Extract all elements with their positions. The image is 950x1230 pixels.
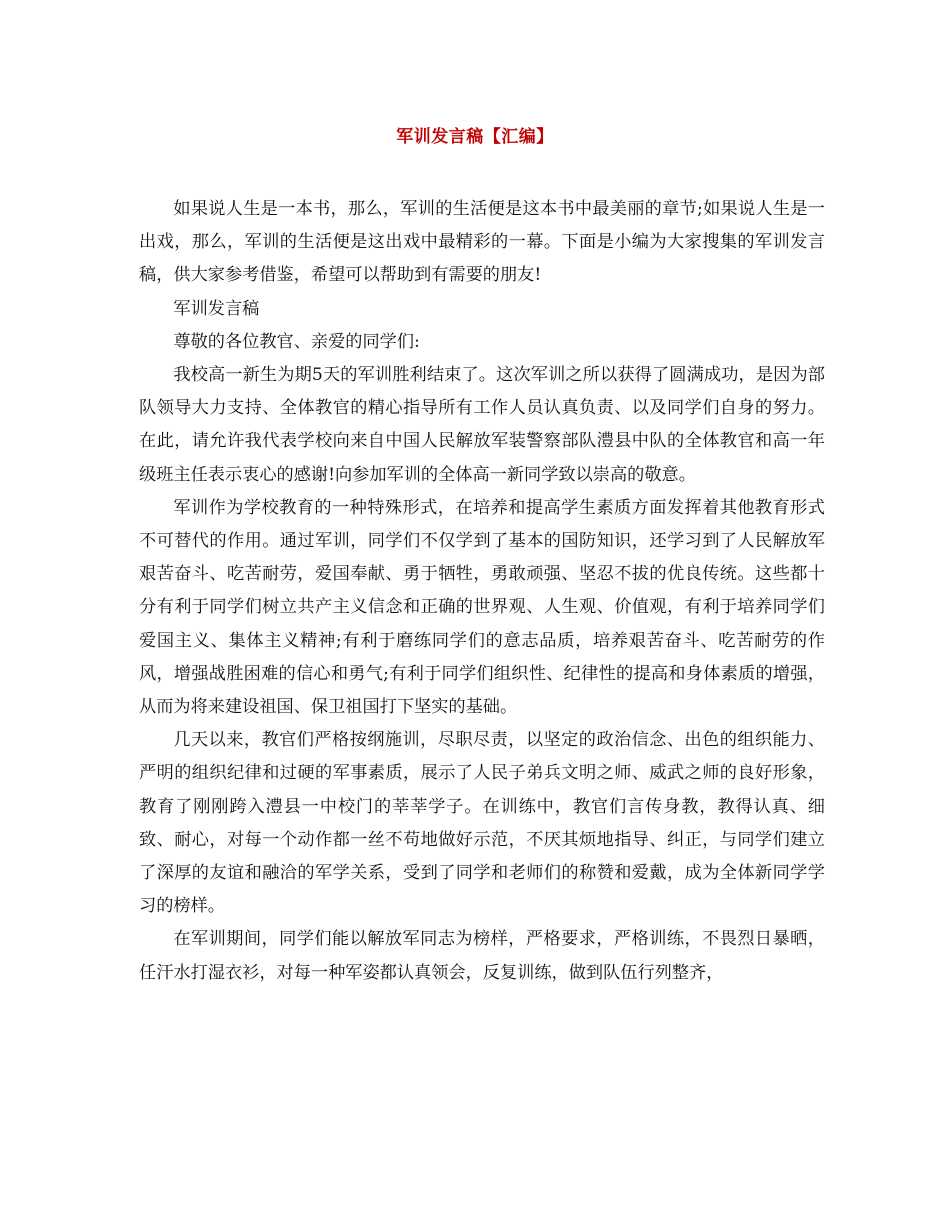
paragraph-body: 我校高一新生为期5天的军训胜利结束了。这次军训之所以获得了圆满成功，是因为部队领导大力支持、全体教官的精心指导所有工作人员认真负责、以及同学们自身的努力。在此，请允许我代表学校向来自中国人民解放军装警察部队澧县中队的全体教官和高一年级班主任表示衷心的感谢!向参加军训的全体高一新同学致以崇高的敬意。 (139, 365, 825, 485)
paragraph-intro: 如果说人生是一本书，那么，军训的生活便是这本书中最美丽的章节;如果说人生是一出戏，那么，军训的生活便是这出戏中最精彩的一幕。下面是小编为大家搜集的军训发言稿，供大家参考借鉴，希望可以帮助到有需要的朋友! (139, 199, 825, 286)
paragraph-body: 几天以来，教官们严格按纲施训，尽职尽责，以坚定的政治信念、出色的组织能力、严明的组织纪律和过硬的军事素质，展示了人民子弟兵文明之师、威武之师的良好形象，教育了刚刚跨入澧县一中校门的莘莘学子。在训练中，教官们言传身教，教得认真、细致、耐心，对每一个动作都一丝不苟地做好示范，不厌其烦地指导、纠正，与同学们建立了深厚的友谊和融洽的军学关系，受到了同学和老师们的称赞和爱戴，成为全体新同学学习的榜样。 (139, 730, 825, 917)
paragraph-salutation: 尊敬的各位教官、亲爱的同学们: (173, 331, 420, 352)
paragraph-body: 军训作为学校教育的一种特殊形式，在培养和提高学生素质方面发挥着其他教育形式不可替代的作用。通过军训，同学们不仅学到了基本的国防知识，还学习到了人民解放军艰苦奋斗、吃苦耐劳，爱国奉献、勇于牺牲，勇敢顽强、坚忍不拔的优良传统。这些都十分有利于同学们树立共产主义信念和正确的世界观、人生观、价值观，有利于培养同学们爱国主义、集体主义精神;有利于磨练同学们的意志品质，培养艰苦奋斗、吃苦耐劳的作风，增强战胜困难的信心和勇气;有利于同学们组织性、纪律性的提高和身体素质的增强，从而为将来建设祖国、保卫祖国打下坚实的基础。 (139, 497, 825, 718)
paragraph-heading: 军训发言稿 (173, 298, 260, 319)
document-body (139, 193, 825, 990)
document-title: 军训发言稿【汇编】 (396, 127, 554, 147)
paragraph-body: 在军训期间，同学们能以解放军同志为榜样，严格要求，严格训练，不畏烈日暴晒，任汗水打湿衣衫，对每一种军姿都认真领会，反复训练，做到队伍行列整齐， (139, 929, 825, 983)
